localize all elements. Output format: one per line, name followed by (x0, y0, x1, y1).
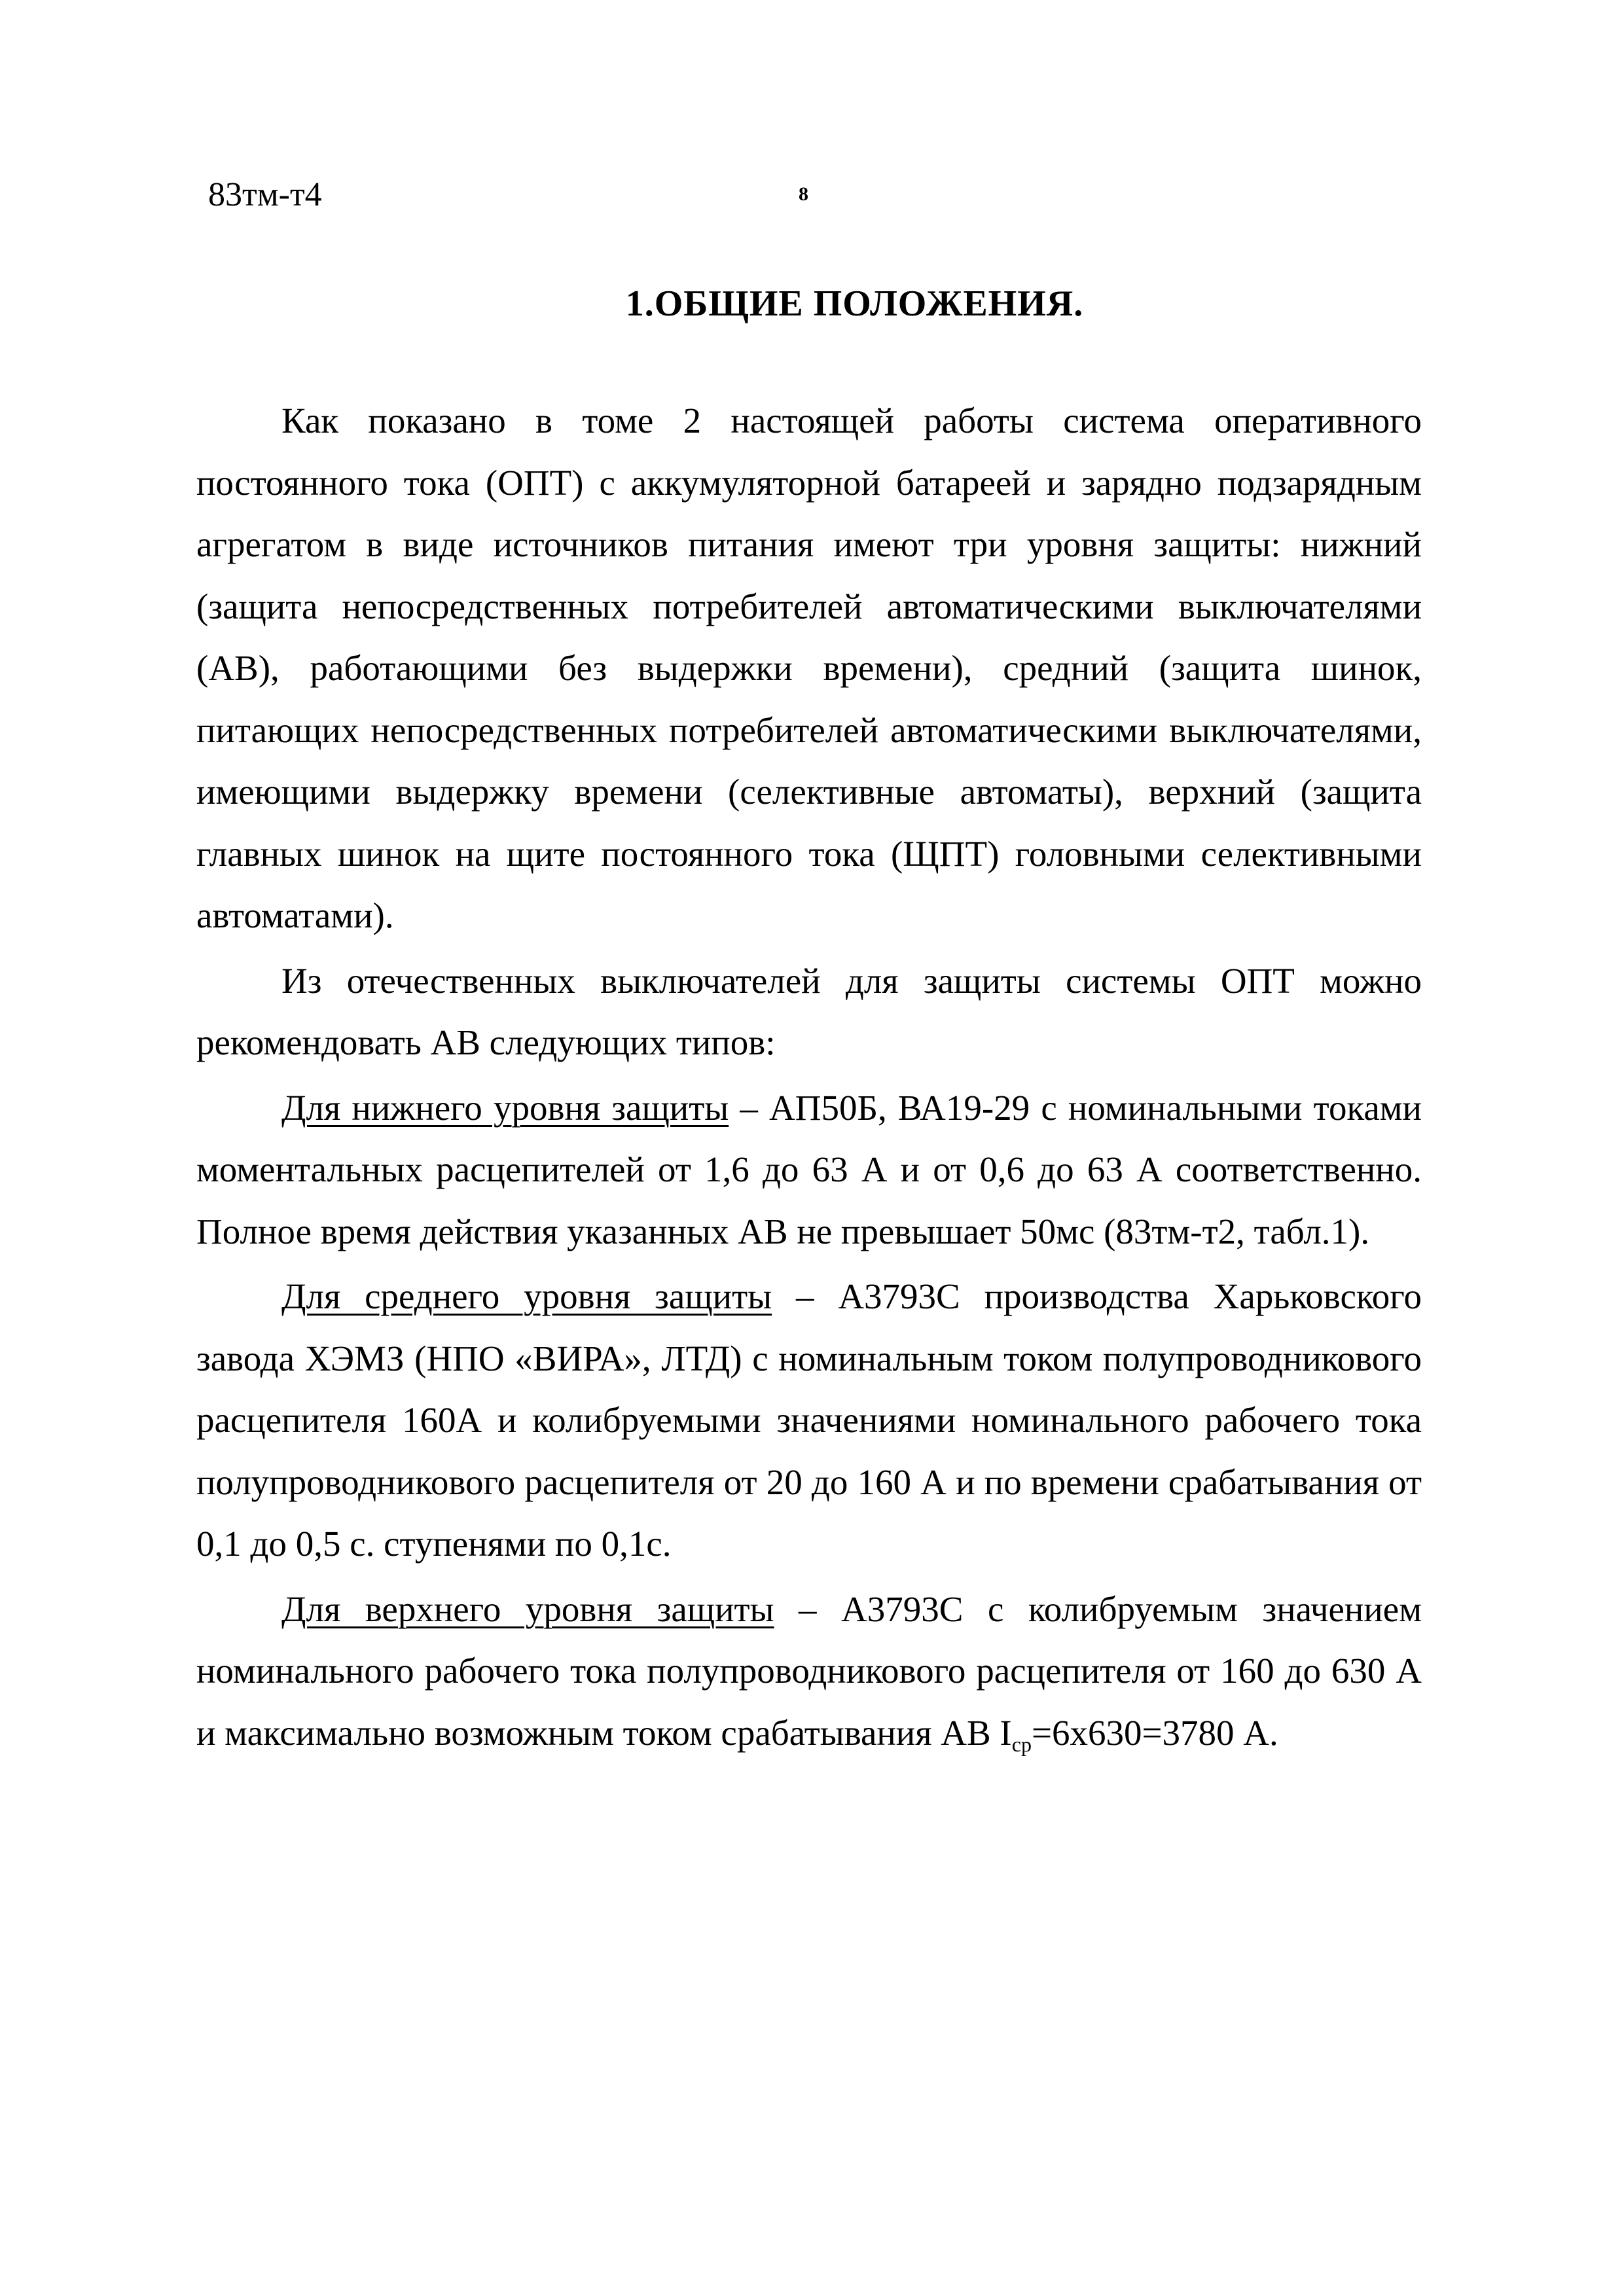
lower-level-text: – АП50Б, ВА19-29 с номинальными токами моментальных расцепителей от 1,6 до 63 А и от 0,6 до 63 А соответственно. Полное время действия указанных АВ не превышает 50мс (83тм-т2, табл.1). (196, 1087, 1422, 1251)
paragraph-intro: Как показано в томе 2 настоящей работы система оперативного постоянного тока (ОПТ) с аккумуляторной батареей и зарядно подзарядным агрегатом в виде источников питания имеют три уровня защиты: нижний (защита непосредственных потребителей автоматическими выключателями (АВ), работающими без выдержки времени), средний (защита шинок, питающих непосредственных потребителей автоматическими выключателями, имеющими выдержку времени (селективные автоматы), верхний (защита главных шинок на щите постоянного тока (ЩПТ) головными селективными автоматами). (196, 401, 1422, 935)
page-number: 8 (799, 183, 808, 205)
upper-level-formula: =6х630=3780 А. (1031, 1712, 1278, 1753)
section-title: 1.ОБЩИЕ ПОЛОЖЕНИЯ. (625, 283, 1084, 324)
upper-level-label: Для верхнего уровня защиты (281, 1588, 774, 1629)
body-text (196, 390, 1422, 1764)
paragraph-recommend: Из отечественных выключателей для защиты системы ОПТ можно рекомендовать АВ следующих типов: (196, 960, 1422, 1062)
trip-current-subscript: ср (1011, 1732, 1032, 1756)
middle-level-label: Для среднего уровня защиты (281, 1276, 772, 1316)
paragraph-lower-level (196, 1077, 1422, 1263)
paragraph-upper-level (196, 1579, 1422, 1765)
document-code: 83тм-т4 (208, 176, 322, 213)
lower-level-label: Для нижнего уровня защиты (281, 1087, 729, 1128)
paragraph-middle-level (196, 1266, 1422, 1575)
upper-level-text: – А3793С с колибруемым значением номинального рабочего тока полупроводникового расцепителя от 160 до 630 А и максимально возможным током срабатывания АВ I (196, 1588, 1422, 1753)
middle-level-text: – А3793С производства Харьковского завода ХЭМЗ (НПО «ВИРА», ЛТД) с номинальным током полупроводникового расцепителя 160А и колибруемыми значениями номинального рабочего тока полупроводникового расцепителя от 20 до 160 А и по времени срабатывания от 0,1 до 0,5 с. ступенями по 0,1с. (196, 1276, 1422, 1564)
